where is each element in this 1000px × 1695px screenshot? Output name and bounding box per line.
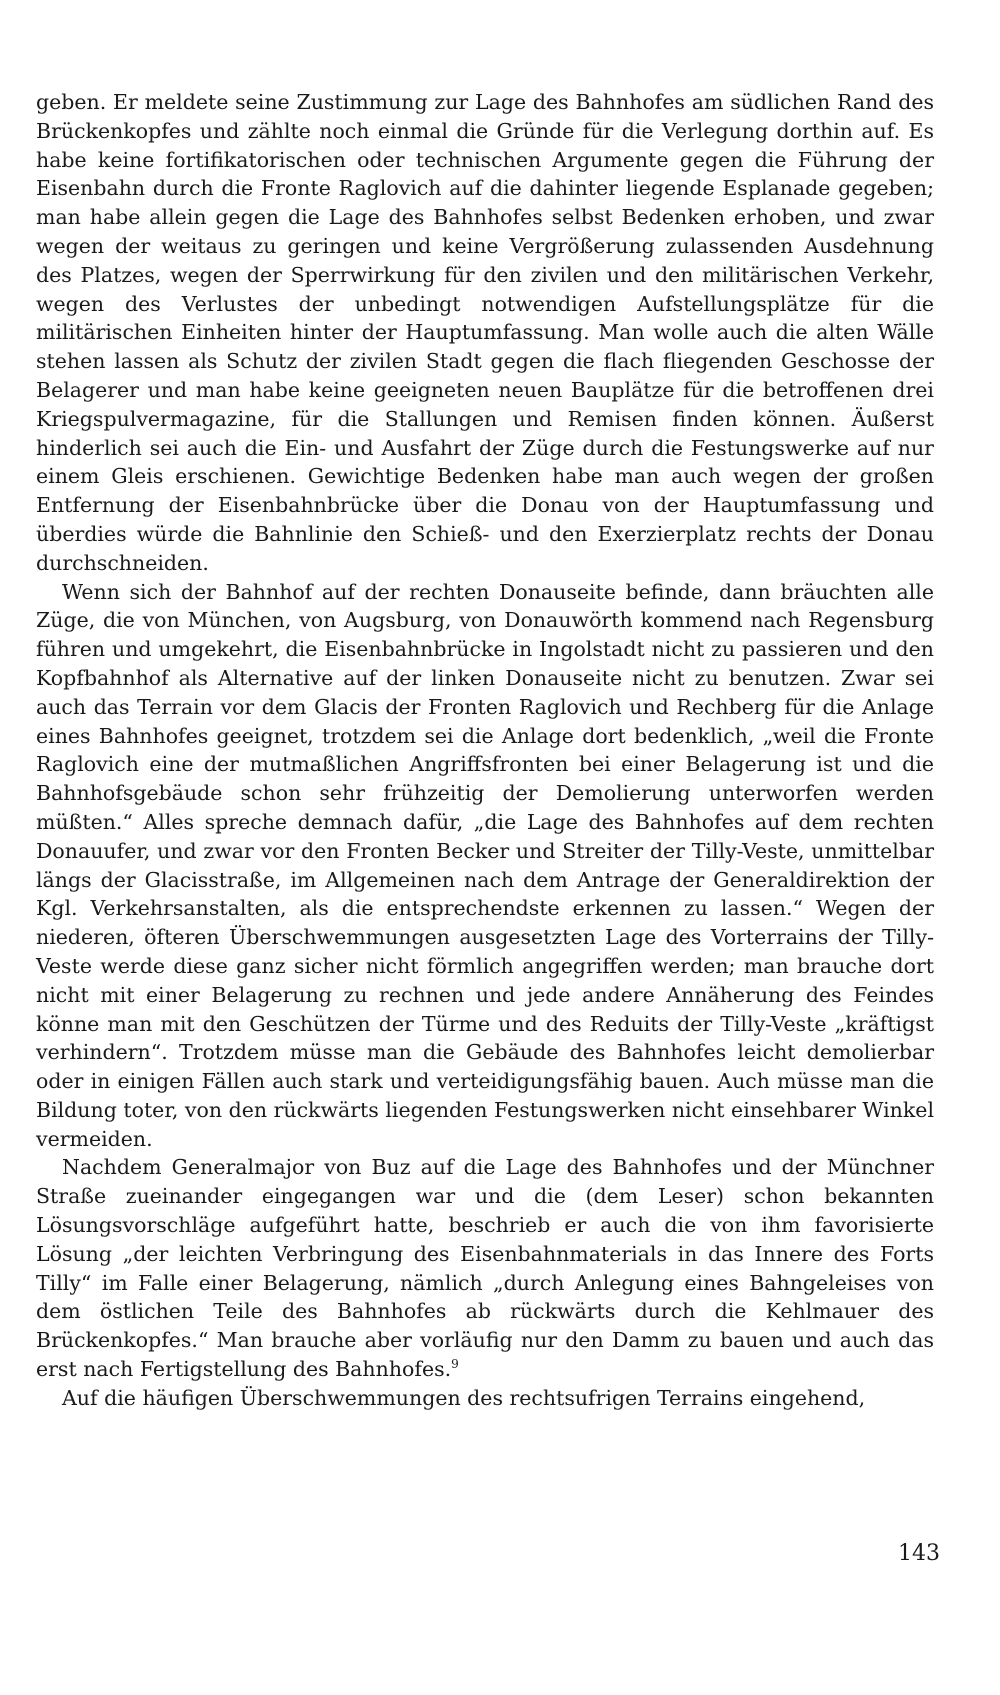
paragraph-3 [36, 1153, 934, 1383]
footnote-marker: 9 [451, 1357, 459, 1372]
paragraph-1: geben. Er meldete seine Zustimmung zur Lage des Bahnhofes am südlichen Rand des Brückenkopfes und zählte noch einmal die Gründe für die Verlegung dorthin auf. Es habe keine fortifikatorischen oder technischen Argumente gegen die Führung der Eisenbahn durch die Fronte Raglovich auf die dahinter liegende Esplanade gegeben; man habe allein gegen die Lage des Bahnhofes selbst Bedenken erhoben, und zwar wegen der weitaus zu geringen und keine Vergrößerung zulassenden Ausdehnung des Platzes, wegen der Sperrwirkung für den zivilen und den militärischen Verkehr, wegen des Verlustes der unbedingt notwendigen Aufstellungsplätze für die militärischen Einheiten hinter der Hauptumfassung. Man wolle auch die alten Wälle stehen lassen als Schutz der zivilen Stadt gegen die flach fliegenden Geschosse der Belagerer und man habe keine geeigneten neuen Bauplätze für die betroffenen drei Kriegspulvermagazine, für die Stallungen und Remisen finden können. Äußerst hinderlich sei auch die Ein- und Ausfahrt der Züge durch die Festungswerke auf nur einem Gleis erschienen. Gewichtige Bedenken habe man auch wegen der großen Entfernung der Eisenbahnbrücke über die Donau von der Hauptumfassung und überdies würde die Bahnlinie den Schieß- und den Exerzierplatz rechts der Donau durchschneiden. [36, 90, 934, 575]
paragraph-4: Auf die häufigen Überschwemmungen des rechtsufrigen Terrains eingehend, [62, 1385, 866, 1410]
page-number: 143 [898, 1541, 940, 1566]
body-text [36, 88, 934, 1413]
paragraph-2: Wenn sich der Bahnhof auf der rechten Donauseite befinde, dann bräuchten alle Züge, die von München, von Augsburg, von Donauwörth kommend nach Regensburg führen und umgekehrt, die Eisenbahnbrücke in Ingolstadt nicht zu passieren und den Kopfbahnhof als Alternative auf der linken Donauseite nicht zu benutzen. Zwar sei auch das Terrain vor dem Glacis der Fronten Raglovich und Rechberg für die Anlage eines Bahnhofes geeignet, trotzdem sei die Anlage dort bedenklich, „weil die Fronte Raglovich eine der mutmaßlichen Angriffsfronten bei einer Belagerung ist und die Bahnhofsgebäude schon sehr frühzeitig der Demolierung unterworfen werden müßten.“ Alles spreche demnach dafür, „die Lage des Bahnhofes auf dem rechten Donauufer, und zwar vor den Fronten Becker und Streiter der Tilly-Veste, unmittelbar längs der Glacisstraße, im Allgemeinen nach dem Antrage der Generaldirektion der Kgl. Verkehrsanstalten, als die entsprechendste erkennen zu lassen.“ Wegen der niederen, öfteren Überschwemmungen ausgesetzten Lage des Vorterrains der Tilly-Veste werde diese ganz sicher nicht förmlich angegriffen werden; man brauche dort nicht mit einer Belagerung zu rechnen und jede andere Annäherung des Feindes könne man mit den Geschützen der Türme und des Reduits der Tilly-Veste „kräftigst verhindern“. Trotzdem müsse man die Gebäude des Bahnhofes leicht demolierbar oder in einigen Fällen auch stark und verteidigungsfähig bauen. Auch müsse man die Bildung toter, von den rückwärts liegenden Festungswerken nicht einsehbarer Winkel vermeiden. [36, 579, 934, 1151]
paragraph-3-text: Nachdem Generalmajor von Buz auf die Lage des Bahnhofes und der Münchner Straße zueinander eingegangen war und die (dem Leser) schon bekannten Lösungsvorschläge aufgeführt hatte, beschrieb er auch die von ihm favorisierte Lösung „der leichten Verbringung des Eisenbahnmaterials in das Innere des Forts Tilly“ im Falle einer Belagerung, nämlich „durch Anlegung eines Bahngeleises von dem östlichen Teile des Bahnhofes ab rückwärts durch die Kehlmauer des Brückenkopfes.“ Man brauche aber vorläufig nur den Damm zu bauen und auch das erst nach Fertigstellung des Bahnhofes. [36, 1155, 934, 1382]
